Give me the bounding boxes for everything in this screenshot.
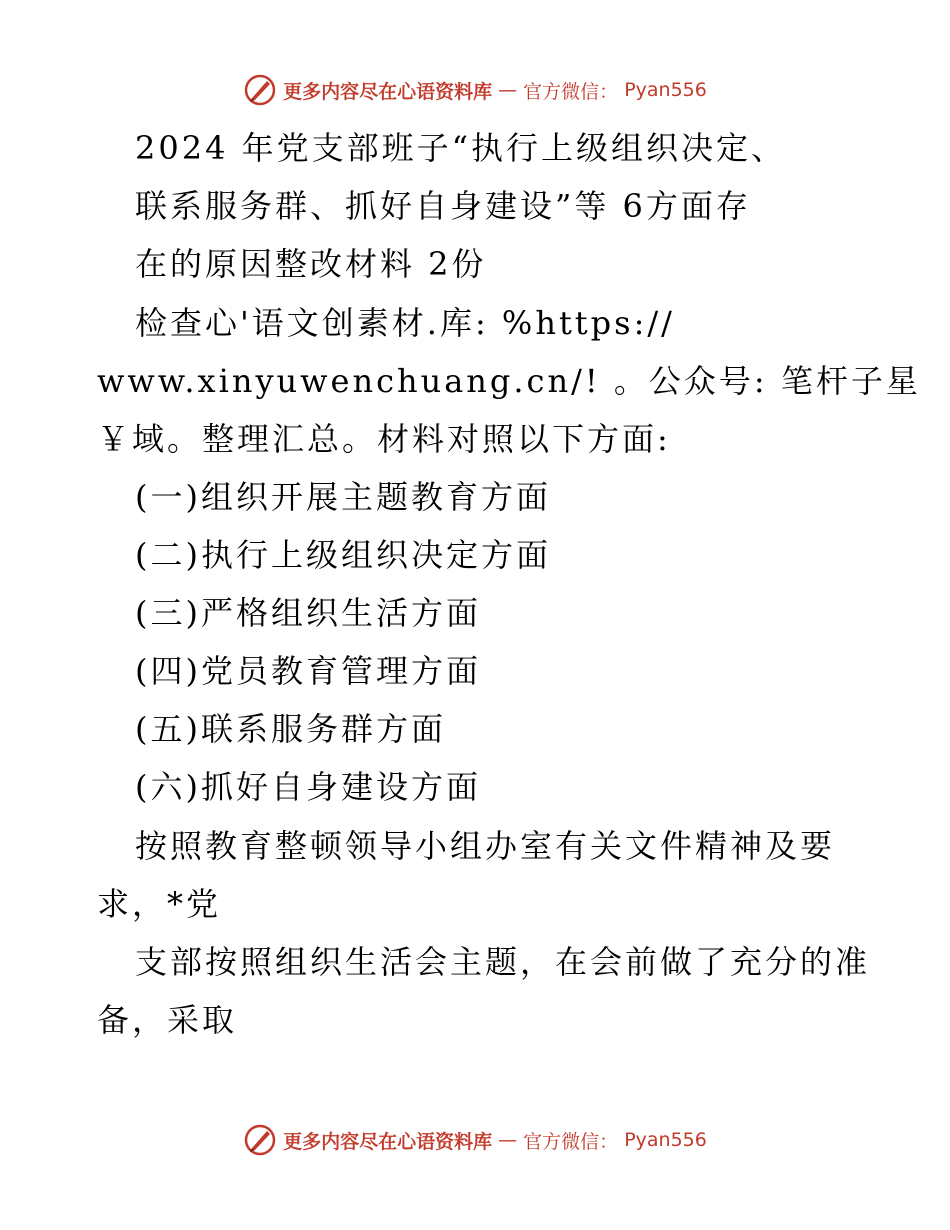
banner-wechat-id: Pyan556 [624,79,707,101]
doc-line: (三)严格组织生活方面 [135,594,481,632]
banner-dash: — [498,1129,518,1151]
header-banner [0,70,950,110]
doc-line: 支部按照组织生活会主题，在会前做了充分的准 [135,943,871,981]
doc-line: 求，*党 [97,885,222,923]
doc-line: 在的原因整改材料 2份 [135,245,487,283]
quill-pen-logo-icon [243,1123,277,1157]
doc-line: 联系服务群、抓好自身建设”等 6方面存 [135,187,751,225]
banner-wechat-label: 官方微信： [523,1130,619,1153]
footer-banner [0,1120,950,1160]
banner-text: 更多内容尽在心语资料库 [283,80,493,103]
doc-line: (四)党员教育管理方面 [135,652,481,690]
doc-line: (六)抓好自身建设方面 [135,768,481,806]
doc-line: (一)组织开展主题教育方面 [135,478,551,516]
doc-line: (二)执行上级组织决定方面 [135,536,551,574]
doc-line: www.xinyuwenchuang.cn/! 。公众号: 笔杆子星 [97,362,921,400]
banner-wechat-label: 官方微信： [523,80,619,103]
doc-line: 备，采取 [97,1001,238,1039]
banner-text: 更多内容尽在心语资料库 [283,1130,493,1153]
doc-line: (五)联系服务群方面 [135,710,446,748]
doc-line: ￥域。整理汇总。材料对照以下方面: [97,420,671,458]
banner-dash: — [498,79,518,101]
doc-line: 2024 年党支部班子“执行上级组织决定、 [135,129,786,167]
doc-line: 按照教育整顿领导小组办室有关文件精神及要 [135,827,836,865]
quill-pen-logo-icon [243,73,277,107]
doc-line: 检查心'语文创素材.库: %https:// [135,304,675,342]
banner-wechat-id: Pyan556 [624,1129,707,1151]
